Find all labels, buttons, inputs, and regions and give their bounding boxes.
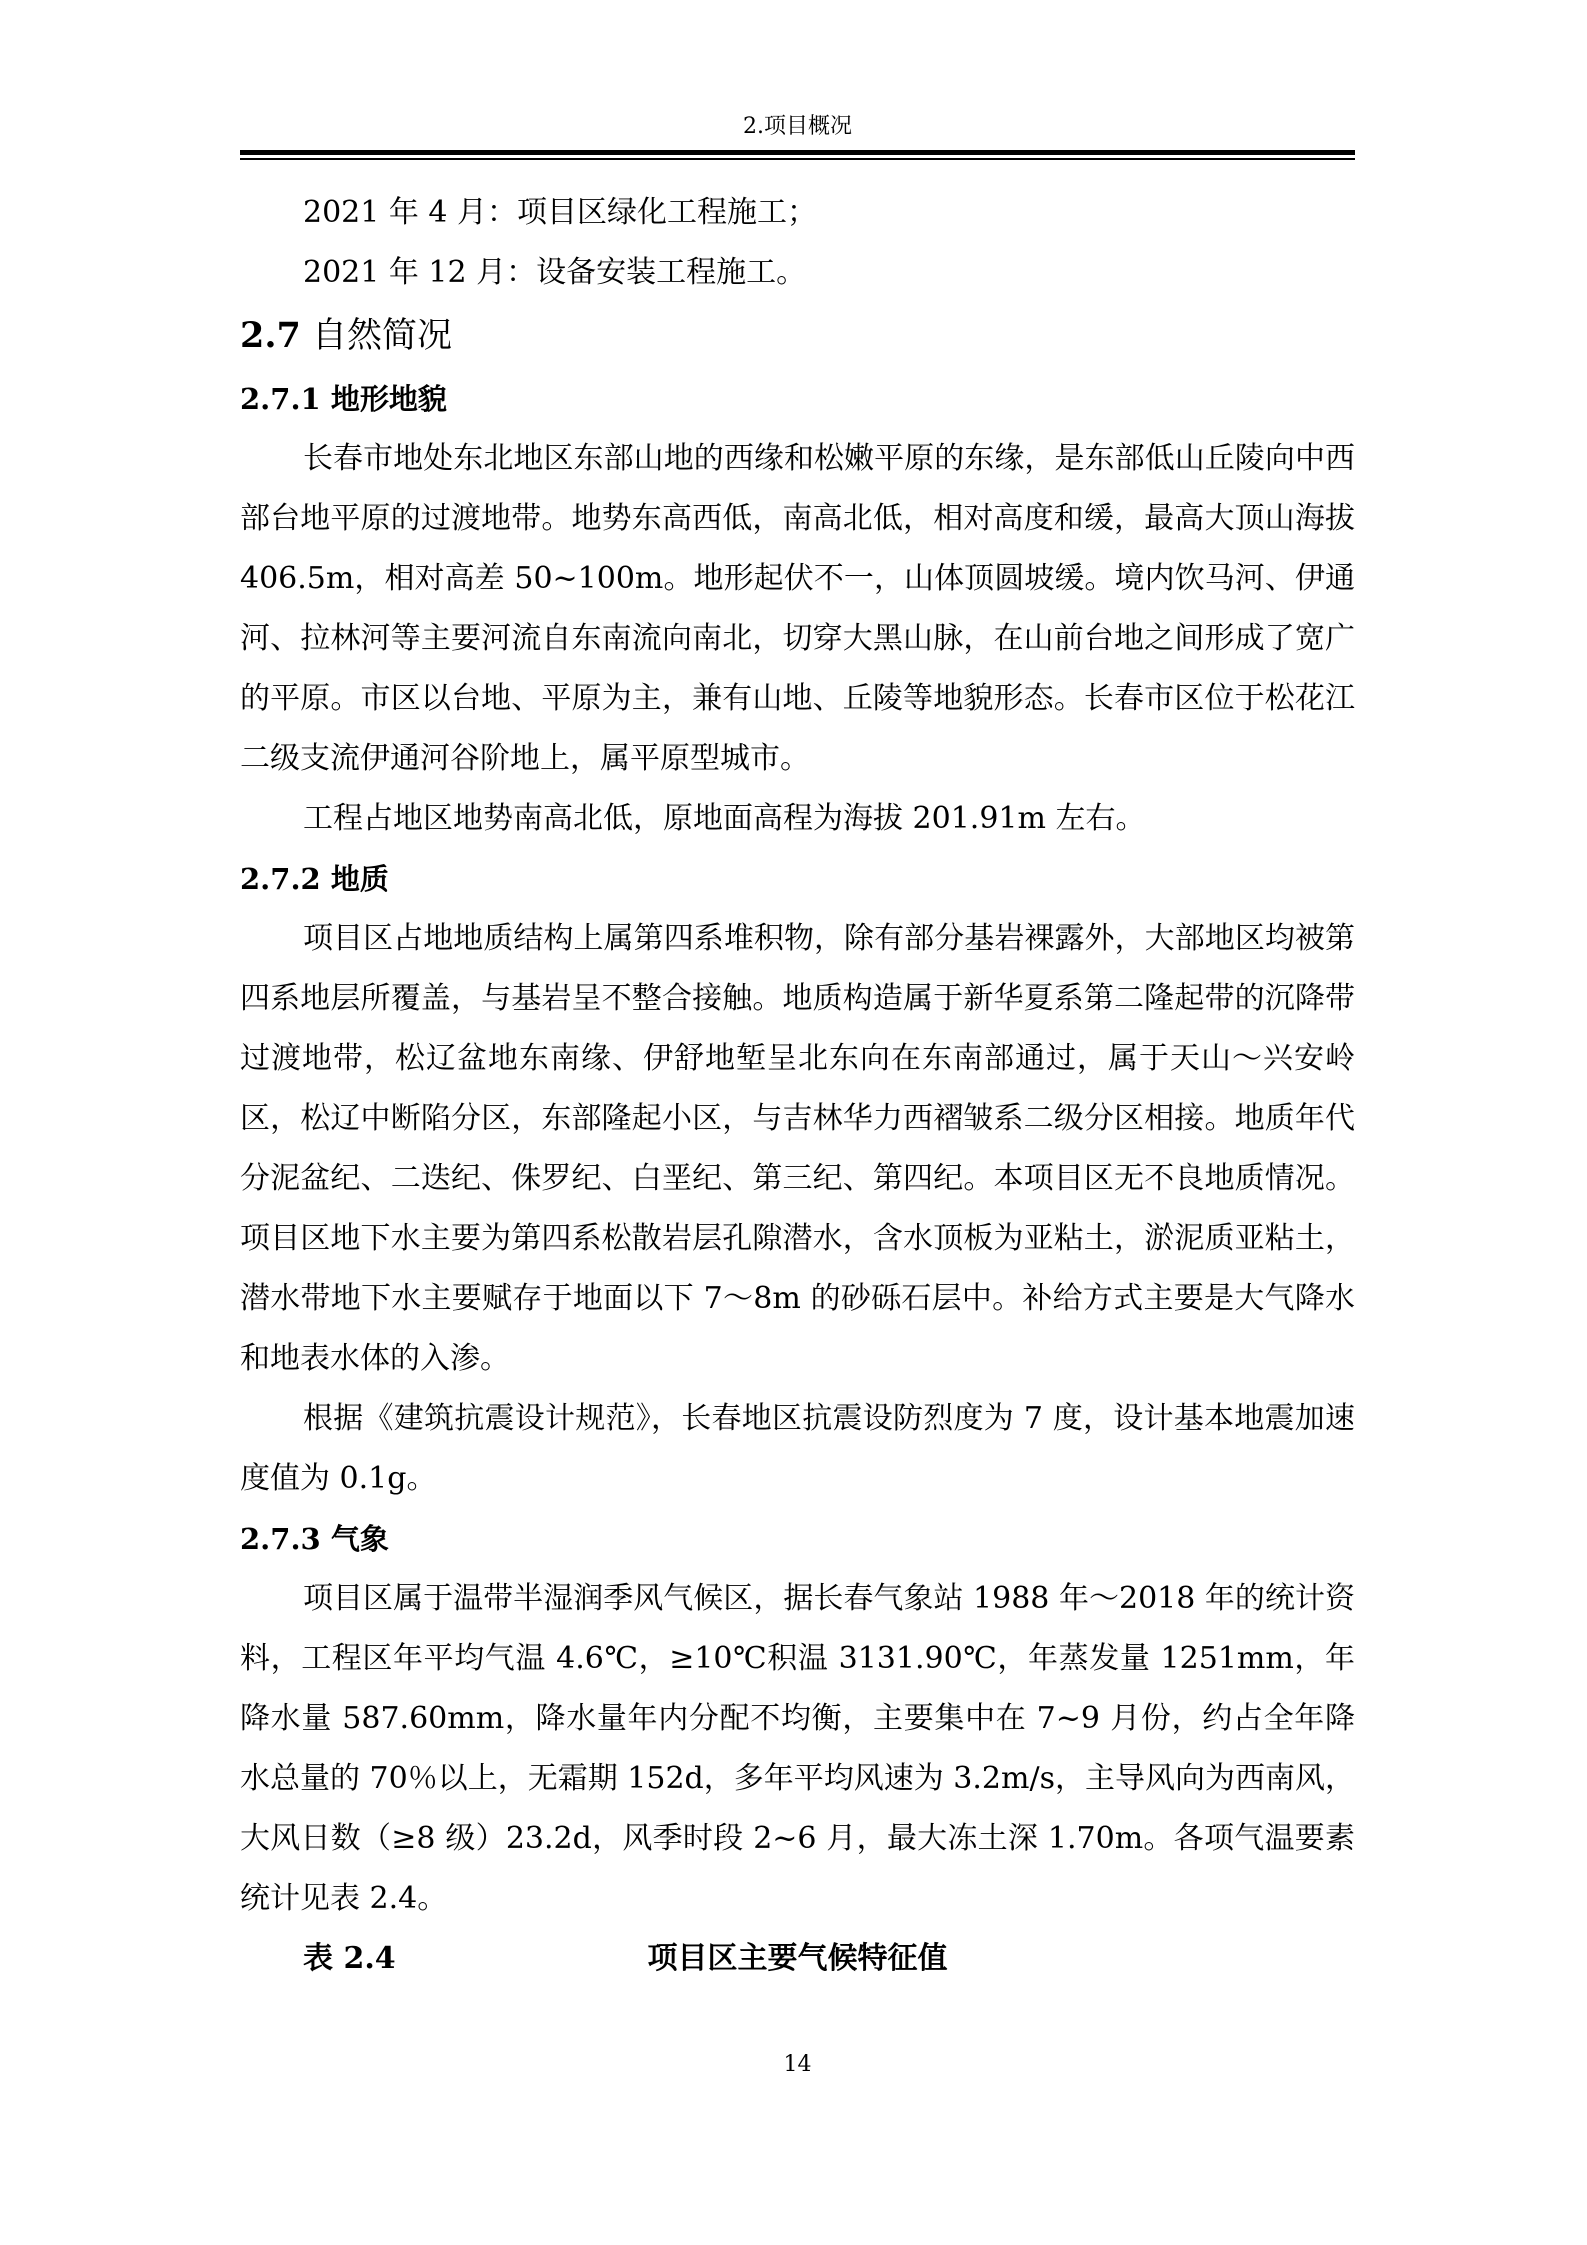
running-header: 2.项目概况 [743, 114, 852, 139]
table-title: 项目区主要气候特征值 [647, 1941, 948, 1976]
paragraph: 项目区属于温带半湿润季风气候区，据长春气象站 1988 年～2018 年的统计资料，工程区年平均气温 4.6℃，≥10℃积温 3131.90℃，年蒸发量 1251mm，年降水量 587.60mm，降水量年内分配不均衡，主要集中在 7~9 月份，约占全年降水总量的 70％以上，无霜期 152d，多年平均风速为 3.2m/s，主导风向为西南风，大风日数（≥8 级）23.2d，风季时段 2~6 月，最大冻土深 1.70m。各项气温要素统计见表 2.4。 [240, 1581, 1355, 1916]
page-number: 14 [783, 2052, 812, 2077]
table-caption [240, 1929, 1355, 1989]
table-label: 表 2.4 [303, 1941, 396, 1976]
header-rule-thick [240, 150, 1355, 155]
section-title: 自然简况 [312, 316, 453, 356]
header-rule-thin [240, 158, 1355, 160]
body-text [240, 183, 1355, 1989]
section-heading-2-7 [240, 303, 1355, 369]
paragraph: 工程占地区地势南高北低，原地面高程为海拔 201.91m 左右。 [303, 801, 1146, 836]
paragraph: 长春市地处东北地区东部山地的西缘和松嫩平原的东缘，是东部低山丘陵向中西部台地平原的过渡地带。地势东高西低，南高北低，相对高度和缓，最高大顶山海拔 406.5m，相对高差 50~100m。地形起伏不一，山体顶圆坡缓。境内饮马河、伊通河、拉林河等主要河流自东南流向南北，切穿大黑山脉，在山前台地之间形成了宽广的平原。市区以台地、平原为主，兼有山地、丘陵等地貌形态。长春市区位于松花江二级支流伊通河谷阶地上，属平原型城市。 [240, 441, 1355, 776]
schedule-item: 2021 年 12 月：设备安装工程施工。 [303, 255, 807, 290]
paragraph: 根据《建筑抗震设计规范》，长春地区抗震设防烈度为 7 度，设计基本地震加速度值为 0.1g。 [240, 1401, 1355, 1496]
subsection-heading-2-7-1: 2.7.1 地形地貌 [240, 382, 447, 416]
schedule-item: 2021 年 4 月：项目区绿化工程施工； [303, 195, 818, 230]
section-number: 2.7 [240, 315, 301, 356]
subsection-heading-2-7-3: 2.7.3 气象 [240, 1522, 389, 1556]
paragraph: 项目区占地地质结构上属第四系堆积物，除有部分基岩裸露外，大部地区均被第四系地层所覆盖，与基岩呈不整合接触。地质构造属于新华夏系第二隆起带的沉降带过渡地带，松辽盆地东南缘、伊舒地堑呈北东向在东南部通过，属于天山～兴安岭区，松辽中断陷分区，东部隆起小区，与吉林华力西褶皱系二级分区相接。地质年代分泥盆纪、二迭纪、侏罗纪、白垩纪、第三纪、第四纪。本项目区无不良地质情况。项目区地下水主要为第四系松散岩层孔隙潜水，含水顶板为亚粘土，淤泥质亚粘土，潜水带地下水主要赋存于地面以下 7～8m 的砂砾石层中。补给方式主要是大气降水和地表水体的入渗。 [240, 921, 1355, 1376]
subsection-heading-2-7-2: 2.7.2 地质 [240, 862, 389, 896]
